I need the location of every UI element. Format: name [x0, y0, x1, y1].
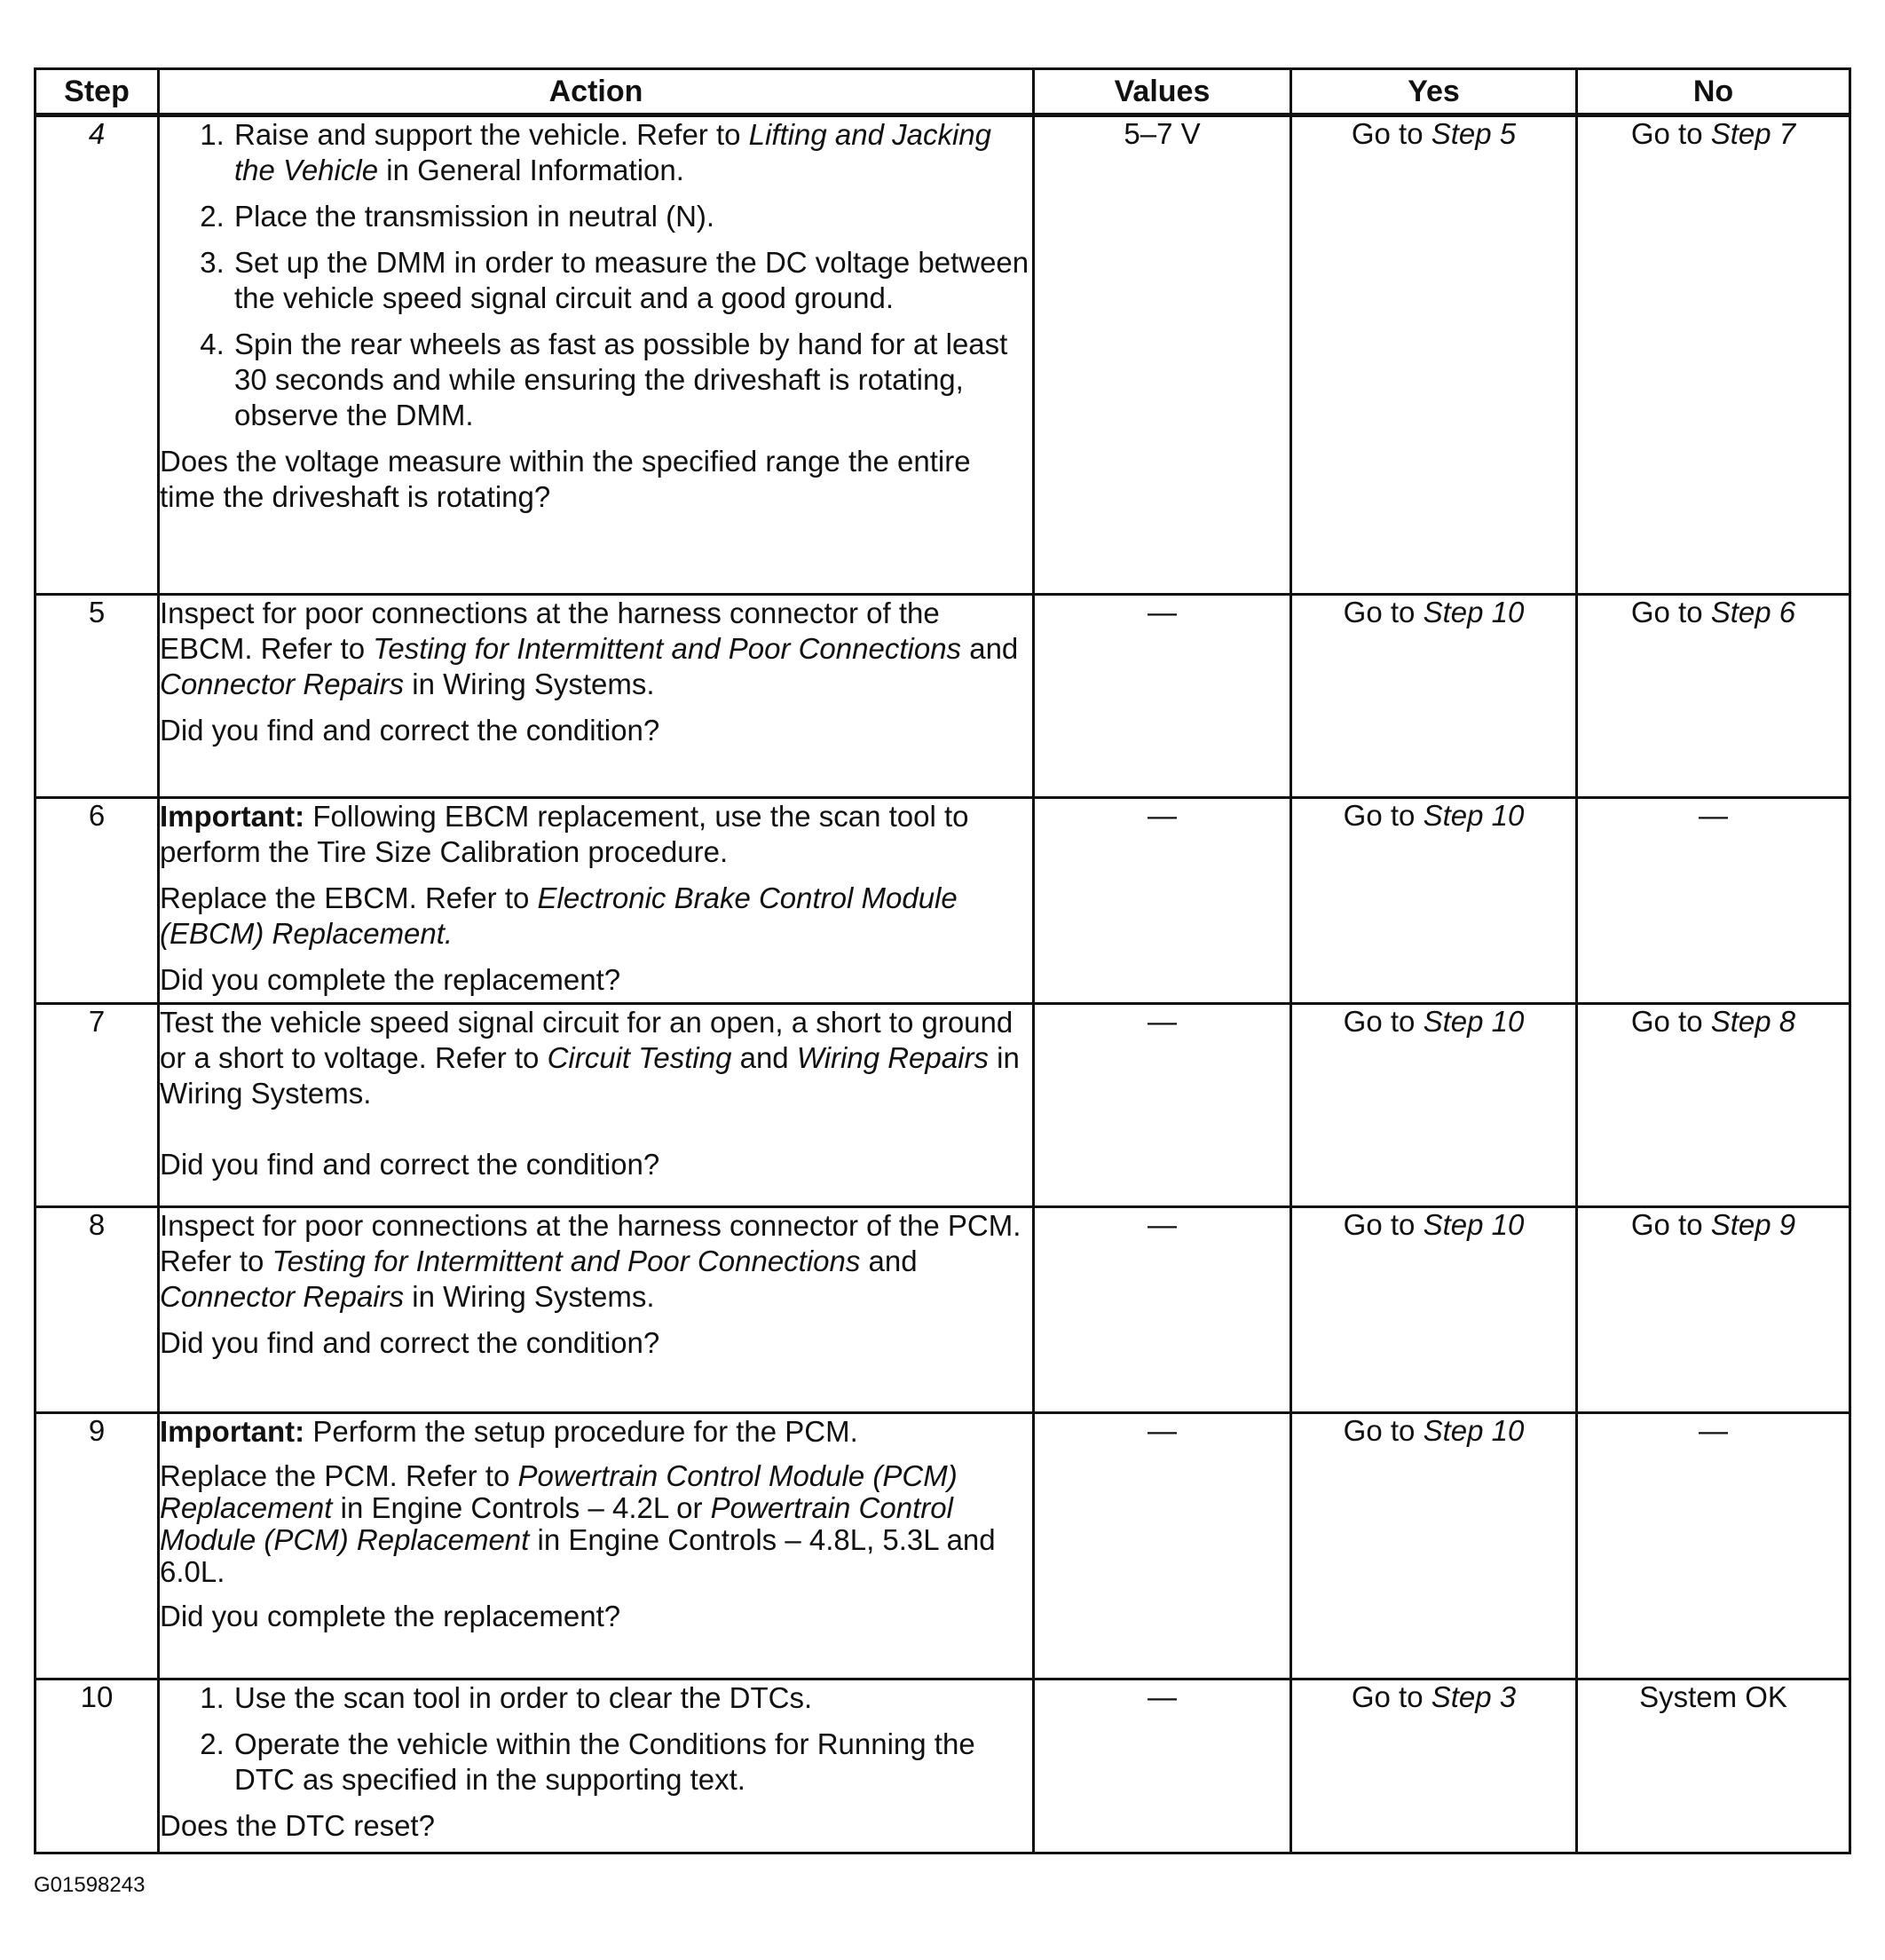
question-text: Did you complete the replacement?: [160, 963, 621, 996]
no-cell: Go to Step 6: [1577, 595, 1850, 798]
action-cell: [159, 798, 1034, 1004]
yes-cell: Go to Step 10: [1291, 798, 1577, 1004]
list-item: 1. Raise and support the vehicle. Refer to Lifting and Jacking the Vehicle in General Information.: [233, 117, 1032, 188]
no-cell: —: [1577, 798, 1850, 1004]
action-list: [160, 1680, 1032, 1798]
value-cell: —: [1034, 595, 1291, 798]
action-cell: [159, 595, 1034, 798]
value-cell: —: [1034, 1004, 1291, 1207]
action-cell: [159, 1004, 1034, 1207]
list-item: 3. Set up the DMM in order to measure the DC voltage between the vehicle speed signal circuit and a good ground.: [233, 245, 1032, 316]
table-row: [35, 595, 1850, 798]
important-note: Important: Perform the setup procedure for the PCM.: [160, 1415, 858, 1448]
step-number: 6: [35, 798, 159, 1004]
diagnostic-table: [34, 67, 1851, 1854]
step-number: 4: [35, 115, 159, 595]
figure-id: G01598243: [34, 1873, 146, 1897]
yes-cell: Go to Step 10: [1291, 595, 1577, 798]
table-row: [35, 115, 1850, 595]
table-row: [35, 1004, 1850, 1207]
action-text: Inspect for poor connections at the harness connector of the EBCM. Refer to Testing for Intermittent and Poor Connections and Connector Repairs in Wiring Systems.: [160, 597, 1019, 700]
question-text: Did you find and correct the condition?: [160, 714, 660, 747]
value-cell: 5–7 V: [1034, 115, 1291, 595]
list-item: 4. Spin the rear wheels as fast as possible by hand for at least 30 seconds and while ensuring the driveshaft is rotating, observe the DMM.: [233, 327, 1032, 433]
no-cell: —: [1577, 1413, 1850, 1679]
action-text: Inspect for poor connections at the harness connector of the PCM. Refer to Testing for Intermittent and Poor Connections and Connector Repairs in Wiring Systems.: [160, 1209, 1021, 1313]
yes-cell: Go to Step 3: [1291, 1679, 1577, 1853]
table-row: [35, 1413, 1850, 1679]
value-cell: —: [1034, 1679, 1291, 1853]
list-item: 1. Use the scan tool in order to clear the DTCs.: [233, 1680, 1032, 1716]
no-cell: Go to Step 7: [1577, 115, 1850, 595]
header-yes: Yes: [1291, 69, 1577, 115]
action-cell: [159, 115, 1034, 595]
action-text: Replace the EBCM. Refer to Electronic Brake Control Module (EBCM) Replacement.: [160, 881, 958, 950]
header-row: [35, 69, 1850, 115]
yes-cell: Go to Step 10: [1291, 1207, 1577, 1413]
action-cell: [159, 1207, 1034, 1413]
list-item: 2. Place the transmission in neutral (N).: [233, 199, 1032, 234]
no-cell: System OK: [1577, 1679, 1850, 1853]
header-step: Step: [35, 69, 159, 115]
yes-cell: Go to Step 10: [1291, 1413, 1577, 1679]
no-cell: Go to Step 8: [1577, 1004, 1850, 1207]
important-note: Important: Following EBCM replacement, use the scan tool to perform the Tire Size Calibration procedure.: [160, 800, 969, 868]
value-cell: —: [1034, 798, 1291, 1004]
yes-cell: Go to Step 10: [1291, 1004, 1577, 1207]
value-cell: —: [1034, 1413, 1291, 1679]
no-cell: Go to Step 9: [1577, 1207, 1850, 1413]
question-text: Did you complete the replacement?: [160, 1600, 621, 1632]
value-cell: —: [1034, 1207, 1291, 1413]
action-cell: [159, 1413, 1034, 1679]
list-item: 2. Operate the vehicle within the Conditions for Running the DTC as specified in the supporting text.: [233, 1727, 1032, 1798]
step-number: 10: [35, 1679, 159, 1853]
step-number: 5: [35, 595, 159, 798]
action-text: Test the vehicle speed signal circuit for an open, a short to ground or a short to voltage. Refer to Circuit Testing and Wiring Repairs in Wiring Systems.: [160, 1006, 1020, 1110]
question-text: Does the voltage measure within the specified range the entire time the driveshaft is rotating?: [160, 445, 971, 513]
question-text: Does the DTC reset?: [160, 1809, 435, 1842]
action-list: [160, 117, 1032, 433]
table-row: [35, 1207, 1850, 1413]
question-text: Did you find and correct the condition?: [160, 1148, 660, 1181]
header-values: Values: [1034, 69, 1291, 115]
table-row: [35, 1679, 1850, 1853]
yes-cell: Go to Step 5: [1291, 115, 1577, 595]
header-no: No: [1577, 69, 1850, 115]
step-number: 7: [35, 1004, 159, 1207]
table-row: [35, 798, 1850, 1004]
action-cell: [159, 1679, 1034, 1853]
header-action: Action: [159, 69, 1034, 115]
action-text: Replace the PCM. Refer to Powertrain Control Module (PCM) Replacement in Engine Controls – 4.2L or Powertrain Control Module (PCM) Replacement in Engine Controls – 4.8L, 5.3L and 6.0L.: [160, 1459, 996, 1588]
step-number: 9: [35, 1413, 159, 1679]
question-text: Did you find and correct the condition?: [160, 1326, 660, 1359]
step-number: 8: [35, 1207, 159, 1413]
